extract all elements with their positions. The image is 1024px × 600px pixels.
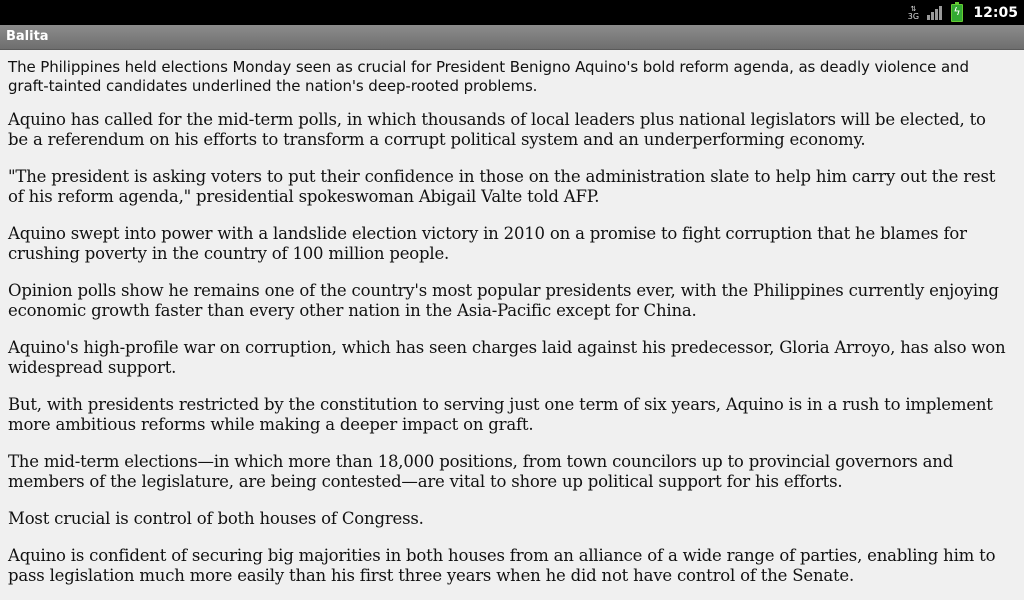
article-paragraph: Aquino's high-profile war on corruption, which has seen charges laid against his predecessor, Gloria Arroyo, has also won widespread support.	[8, 338, 1006, 377]
article-paragraph: Aquino swept into power with a landslide election victory in 2010 on a promise to fight corruption that he blames for crushing poverty in the country of 100 million people.	[8, 224, 967, 263]
status-icons	[907, 0, 1024, 25]
article-paragraph: Aquino has called for the mid-term polls, in which thousands of local leaders plus national legislators will be elected, to be a referendum on his efforts to transform a corrupt political system and an underperforming economy.	[8, 110, 986, 149]
article-paragraph: Aquino is confident of securing big majorities in both houses from an alliance of a wide range of parties, enabling him to pass legislation much more easily than his first three years when he did not have control of the Senate.	[8, 546, 996, 585]
network-type-label: 3G	[907, 11, 920, 21]
article-paragraph: But, with presidents restricted by the constitution to serving just one term of six years, Aquino is in a rush to implement more ambitious reforms while making a deeper impact on graft.	[8, 395, 993, 434]
network-type-icon: ⇅ 3G	[907, 4, 920, 21]
article-paragraph: Most crucial is control of both houses of Congress.	[8, 509, 424, 528]
battery-charging-icon: ϟ	[951, 4, 963, 22]
app-title-bar	[0, 25, 1024, 50]
status-bar	[0, 0, 1024, 25]
article-content[interactable]	[0, 50, 1024, 600]
article-paragraph: Opinion polls show he remains one of the country's most popular presidents ever, with the Philippines currently enjoying economic growth faster than every other nation in the Asia-Pacific except for China.	[8, 281, 999, 320]
article-lead: The Philippines held elections Monday seen as crucial for President Benigno Aquino's bold reform agenda, as deadly violence and graft-tainted candidates underlined the nation's deep-rooted problems.	[8, 58, 969, 95]
app-title: Balita	[6, 29, 49, 44]
article-paragraph: The mid-term elections—in which more than 18,000 positions, from town councilors up to provincial governors and members of the legislature, are being contested—are vital to shore up political support for his efforts.	[8, 452, 954, 491]
status-clock: 12:05	[973, 4, 1018, 21]
article-paragraph: "The president is asking voters to put their confidence in those on the administration slate to help him carry out the rest of his reform agenda," presidential spokeswoman Abigail Valte told AFP.	[8, 167, 996, 206]
signal-strength-icon	[927, 6, 943, 20]
